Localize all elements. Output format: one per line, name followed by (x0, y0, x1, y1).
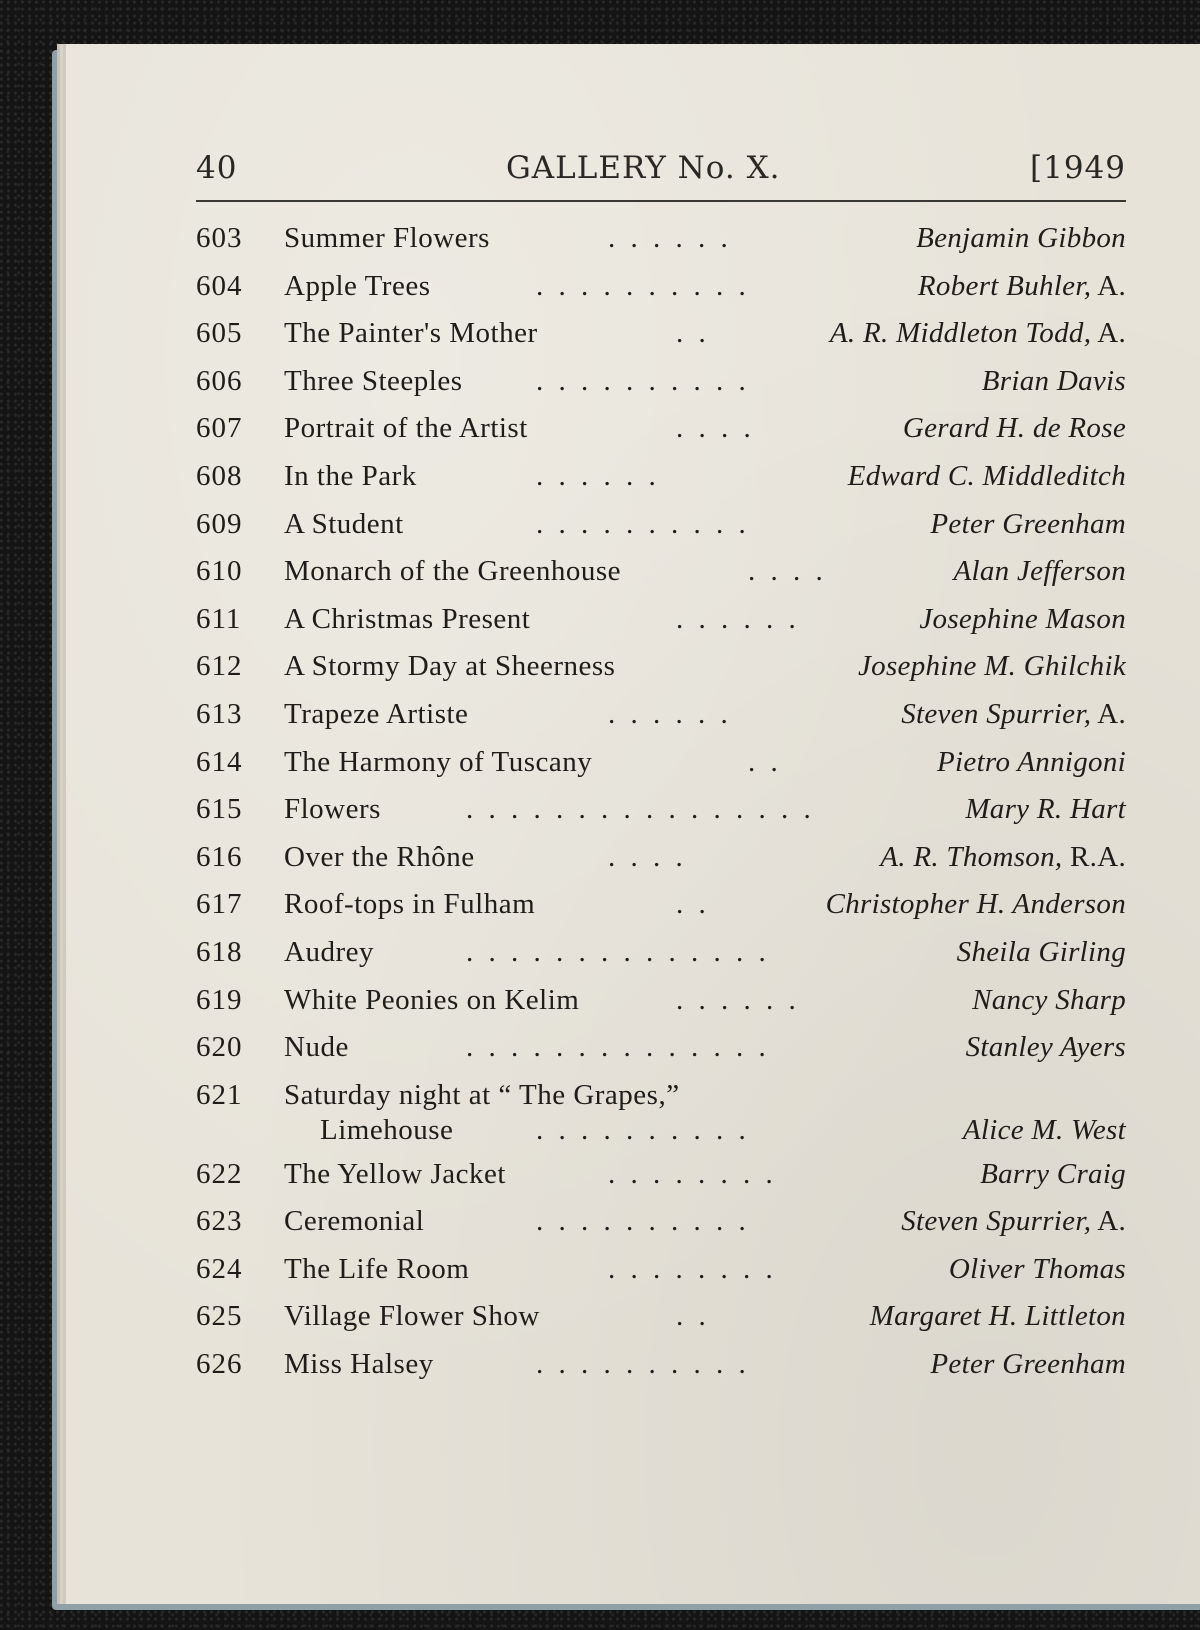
dot-leader: . . . . (608, 840, 687, 873)
entry-title: A Stormy Day at Sheerness (284, 650, 616, 683)
entry-title: Over the Rhône (284, 840, 475, 873)
entry-number: 612 (196, 650, 243, 683)
entry-artist: Stanley Ayers (965, 1031, 1126, 1064)
list-item (196, 412, 1126, 460)
entry-title: Portrait of the Artist (284, 412, 528, 445)
entry-list (196, 222, 1126, 1396)
entry-number: 611 (196, 602, 242, 635)
entry-title: Miss Halsey (284, 1348, 434, 1381)
dot-leader: . . . . . . . . . . (536, 1205, 750, 1238)
dot-leader: . . . . . . . . . . . . . . (466, 935, 770, 968)
list-item (196, 793, 1126, 841)
entry-artist: Mary R. Hart (965, 793, 1126, 826)
dot-leader: . . . . . . . . . . (536, 1348, 750, 1381)
dot-leader: . . . . . . (676, 602, 800, 635)
entry-number: 604 (196, 269, 243, 302)
entry-title: In the Park (284, 459, 417, 492)
entry-number: 607 (196, 412, 243, 445)
list-item (196, 1348, 1126, 1396)
page-number: 40 (196, 150, 238, 186)
dot-leader: . . . . . . . . . . . . . . (466, 1031, 770, 1064)
dot-leader: . . . . . . (608, 222, 732, 254)
header-rule (196, 200, 1126, 202)
entry-title: Monarch of the Greenhouse (284, 555, 622, 588)
entry-number: 622 (196, 1157, 243, 1190)
entry-artist: A. R. Thomson, R.A. (880, 840, 1126, 873)
entry-number: 606 (196, 364, 243, 397)
list-item (196, 698, 1126, 746)
entry-title: Village Flower Show (284, 1300, 540, 1333)
dot-leader: . . . . . . (676, 983, 800, 1016)
entry-number: 605 (196, 317, 243, 350)
entry-title: Saturday night at “ The Grapes,” (284, 1078, 680, 1111)
entry-title: Summer Flowers (284, 222, 490, 254)
dot-leader: . . . . . . . . . . (536, 364, 750, 397)
entry-number: 624 (196, 1252, 243, 1285)
entry-artist: Margaret H. Littleton (869, 1300, 1126, 1333)
entry-artist: Josephine Mason (919, 602, 1126, 635)
entry-number: 619 (196, 983, 243, 1016)
entry-title-continuation: Limehouse (320, 1113, 454, 1146)
entry-number: 610 (196, 555, 243, 588)
entry-artist: Benjamin Gibbon (916, 222, 1126, 254)
entry-title: Trapeze Artiste (284, 697, 469, 730)
dot-leader: . . . . . . . . . . (536, 507, 750, 540)
list-item (196, 746, 1126, 794)
list-item (196, 460, 1126, 508)
entry-number: 615 (196, 793, 243, 826)
entry-artist: Sheila Girling (956, 935, 1126, 968)
entry-artist: Steven Spurrier, A. (901, 1205, 1126, 1238)
dot-leader: . . (676, 1300, 710, 1333)
list-item (196, 1205, 1126, 1253)
entry-number: 617 (196, 888, 243, 921)
dot-leader: . . . . . . (536, 459, 660, 492)
entry-title: Nude (284, 1031, 349, 1064)
entry-title: Roof-tops in Fulham (284, 888, 536, 921)
entry-artist: Pietro Annigoni (937, 745, 1126, 778)
entry-artist: Oliver Thomas (948, 1252, 1126, 1285)
entry-number: 609 (196, 507, 243, 540)
list-item (196, 1300, 1126, 1348)
entry-title: Three Steeples (284, 364, 463, 397)
list-item (196, 1031, 1126, 1079)
entry-number: 608 (196, 459, 243, 492)
entry-number: 621 (196, 1078, 243, 1111)
entry-number: 618 (196, 935, 243, 968)
list-item (196, 508, 1126, 556)
entry-artist: Barry Craig (980, 1157, 1126, 1190)
entry-artist: Peter Greenham (930, 507, 1126, 540)
entry-artist: Peter Greenham (930, 1348, 1126, 1381)
list-item (196, 1079, 1126, 1158)
dot-leader: . . . . . . . . (608, 1157, 777, 1190)
entry-number: 613 (196, 697, 243, 730)
page-header (196, 150, 1126, 194)
list-item (196, 555, 1126, 603)
list-item (196, 841, 1126, 889)
entry-title: A Christmas Present (284, 602, 531, 635)
list-item (196, 936, 1126, 984)
entry-title: The Yellow Jacket (284, 1157, 506, 1190)
entry-number: 623 (196, 1205, 243, 1238)
dot-leader: . . . . (748, 555, 827, 588)
entry-number: 616 (196, 840, 243, 873)
entry-artist: Alan Jefferson (953, 555, 1126, 588)
entry-title: Apple Trees (284, 269, 431, 302)
entry-title: The Painter's Mother (284, 317, 538, 350)
dot-leader: . . . . . . . . (608, 1252, 777, 1285)
entry-title: A Student (284, 507, 404, 540)
entry-title: Ceremonial (284, 1205, 425, 1238)
dot-leader: . . . . (676, 412, 755, 445)
dot-leader: . . (676, 888, 710, 921)
entry-title: The Life Room (284, 1252, 470, 1285)
dot-leader: . . . . . . (608, 697, 732, 730)
dot-leader: . . (748, 745, 782, 778)
entry-title: Audrey (284, 935, 374, 968)
dot-leader: . . . . . . . . . . (536, 269, 750, 302)
dot-leader: . . . . . . . . . . (536, 1113, 750, 1146)
dot-leader: . . (676, 317, 710, 350)
entry-artist: Nancy Sharp (972, 983, 1126, 1016)
entry-title: White Peonies on Kelim (284, 983, 580, 1016)
entry-artist: A. R. Middleton Todd, A. (829, 317, 1126, 350)
list-item (196, 317, 1126, 365)
entry-number: 620 (196, 1031, 243, 1064)
entry-artist: Robert Buhler, A. (917, 269, 1126, 302)
entry-artist: Steven Spurrier, A. (901, 697, 1126, 730)
gallery-title: GALLERY No. X. (506, 150, 781, 186)
entry-number: 614 (196, 745, 243, 778)
list-item (196, 888, 1126, 936)
list-item (196, 1253, 1126, 1301)
entry-artist: Gerard H. de Rose (902, 412, 1126, 445)
list-item (196, 650, 1126, 698)
list-item (196, 984, 1126, 1032)
list-item (196, 270, 1126, 318)
list-item (196, 1158, 1126, 1206)
entry-number: 603 (196, 222, 243, 254)
entry-artist: Christopher H. Anderson (825, 888, 1126, 921)
entry-title: The Harmony of Tuscany (284, 745, 593, 778)
year-label: [1949 (1030, 150, 1126, 186)
dot-leader: . . . . . . . . . . . . . . . . (466, 793, 815, 826)
entry-artist: Edward C. Middleditch (847, 459, 1126, 492)
entry-artist: Brian Davis (981, 364, 1126, 397)
entry-artist: Josephine M. Ghilchik (857, 650, 1126, 683)
entry-number: 625 (196, 1300, 243, 1333)
list-item (196, 365, 1126, 413)
list-item (196, 603, 1126, 651)
entry-artist: Alice M. West (962, 1113, 1126, 1146)
entry-number: 626 (196, 1348, 243, 1381)
entry-title: Flowers (284, 793, 381, 826)
list-item (196, 222, 1126, 270)
